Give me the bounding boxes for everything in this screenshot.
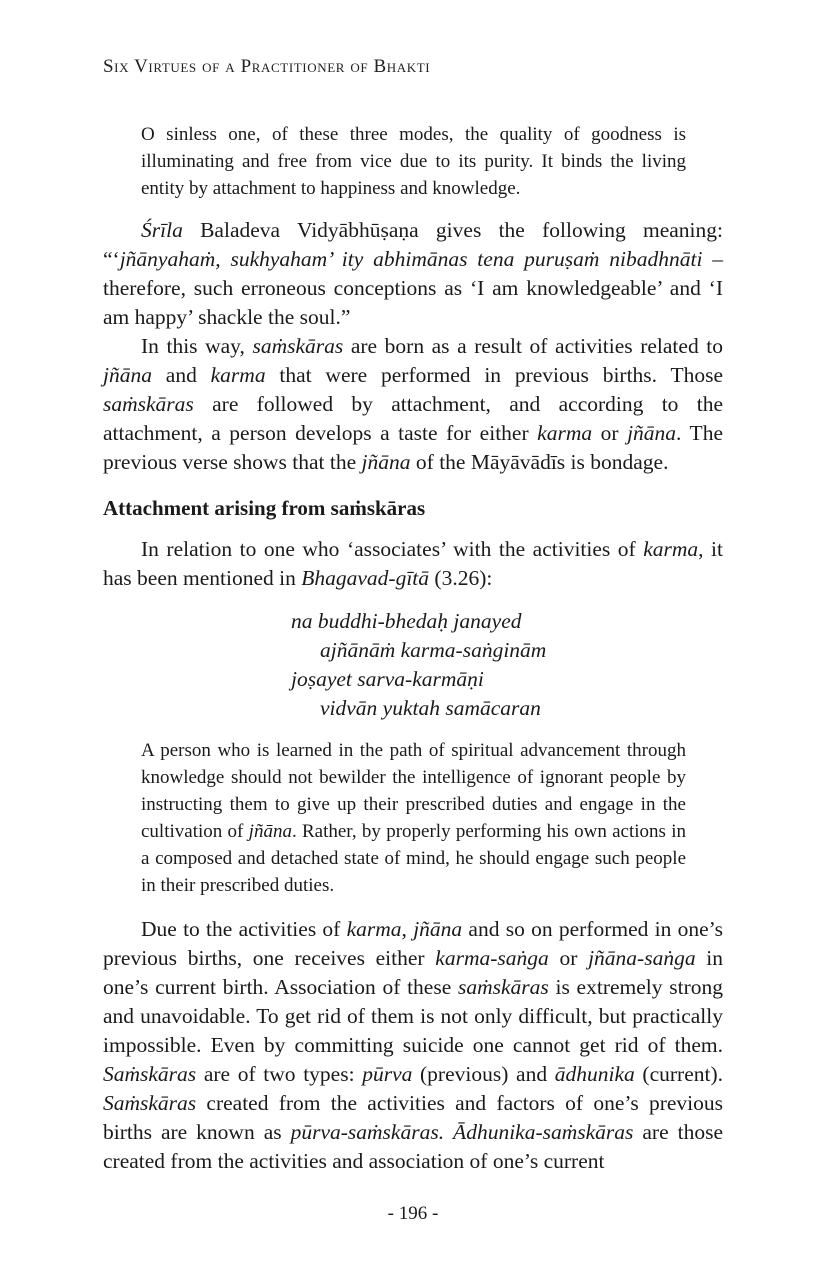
translation-quote-1: O sinless one, of these three modes, the quality of goodness is illuminating and free from vice due to its purity. It binds the living entity by attachment to happiness and knowledge. [141,124,686,199]
verse-line: joṣayet sarva-karmāṇi [291,667,484,691]
paragraph-block-1 [103,216,723,477]
section-heading: Attachment arising from saṁskāras [103,496,426,520]
translation-quote-2: A person who is learned in the path of spiritual advancement through knowledge should not bewilder the intelligence of ignorant people by instructing them to give up their prescribed duties and engage in the cultivation of jñāna. Rather, by properly performing his own actions in a composed and detached state of mind, he should engage such people in their prescribed duties. [141,740,686,896]
running-head: Six Virtues of a Practitioner of Bhakti [103,56,431,77]
paragraph-baladeva: Śrīla Baladeva Vidyābhūṣaṇa gives the following meaning: “‘jñānyahaṁ, sukhyaham’ ity abhimānas tena puruṣaṁ nibadhnāti – therefore, such erroneous conceptions as ‘I am knowledgeable’ and ‘I am happy’ shackle the soul.” [103,218,724,329]
paragraph-previous-births: Due to the activities of karma, jñāna and so on performed in one’s previous births, one receives either karma-saṅga or jñāna-saṅga in one’s current birth. Association of these saṁskāras is extremely strong and unavoidable. To get rid of them is not only difficult, but practically impossible. Even by committing suicide one cannot get rid of them. Saṁskāras are of two types: pūrva (previous) and ādhunika (current). Saṁskāras created from the activities and factors of one’s previous births are known as pūrva-saṁskāras. Ādhunika-saṁskāras are those created from the activities and association of one’s current [103,917,724,1173]
paragraph-samskaras-born: In this way, saṁskāras are born as a result of activities related to jñāna and karma that were performed in previous births. Those saṁskāras are followed by attachment, and according to the attachment, a person develops a taste for either karma or jñāna. The previous verse shows that the jñāna of the Māyāvādīs is bondage. [103,334,723,474]
verse-line: ajñānāṁ karma-saṅginām [320,638,547,662]
page-number: - 196 - [387,1203,439,1224]
paragraph-associates: In relation to one who ‘associates’ with the activities of karma, it has been mentioned in Bhagavad-gītā (3.26): [103,537,723,590]
paragraph-block-3 [103,915,723,1176]
verse-line: vidvān yuktah samācaran [320,696,541,720]
paragraph-block-2 [103,535,723,593]
sanskrit-verse [291,607,546,723]
verse-line: na buddhi-bhedaḥ janayed [291,609,522,633]
